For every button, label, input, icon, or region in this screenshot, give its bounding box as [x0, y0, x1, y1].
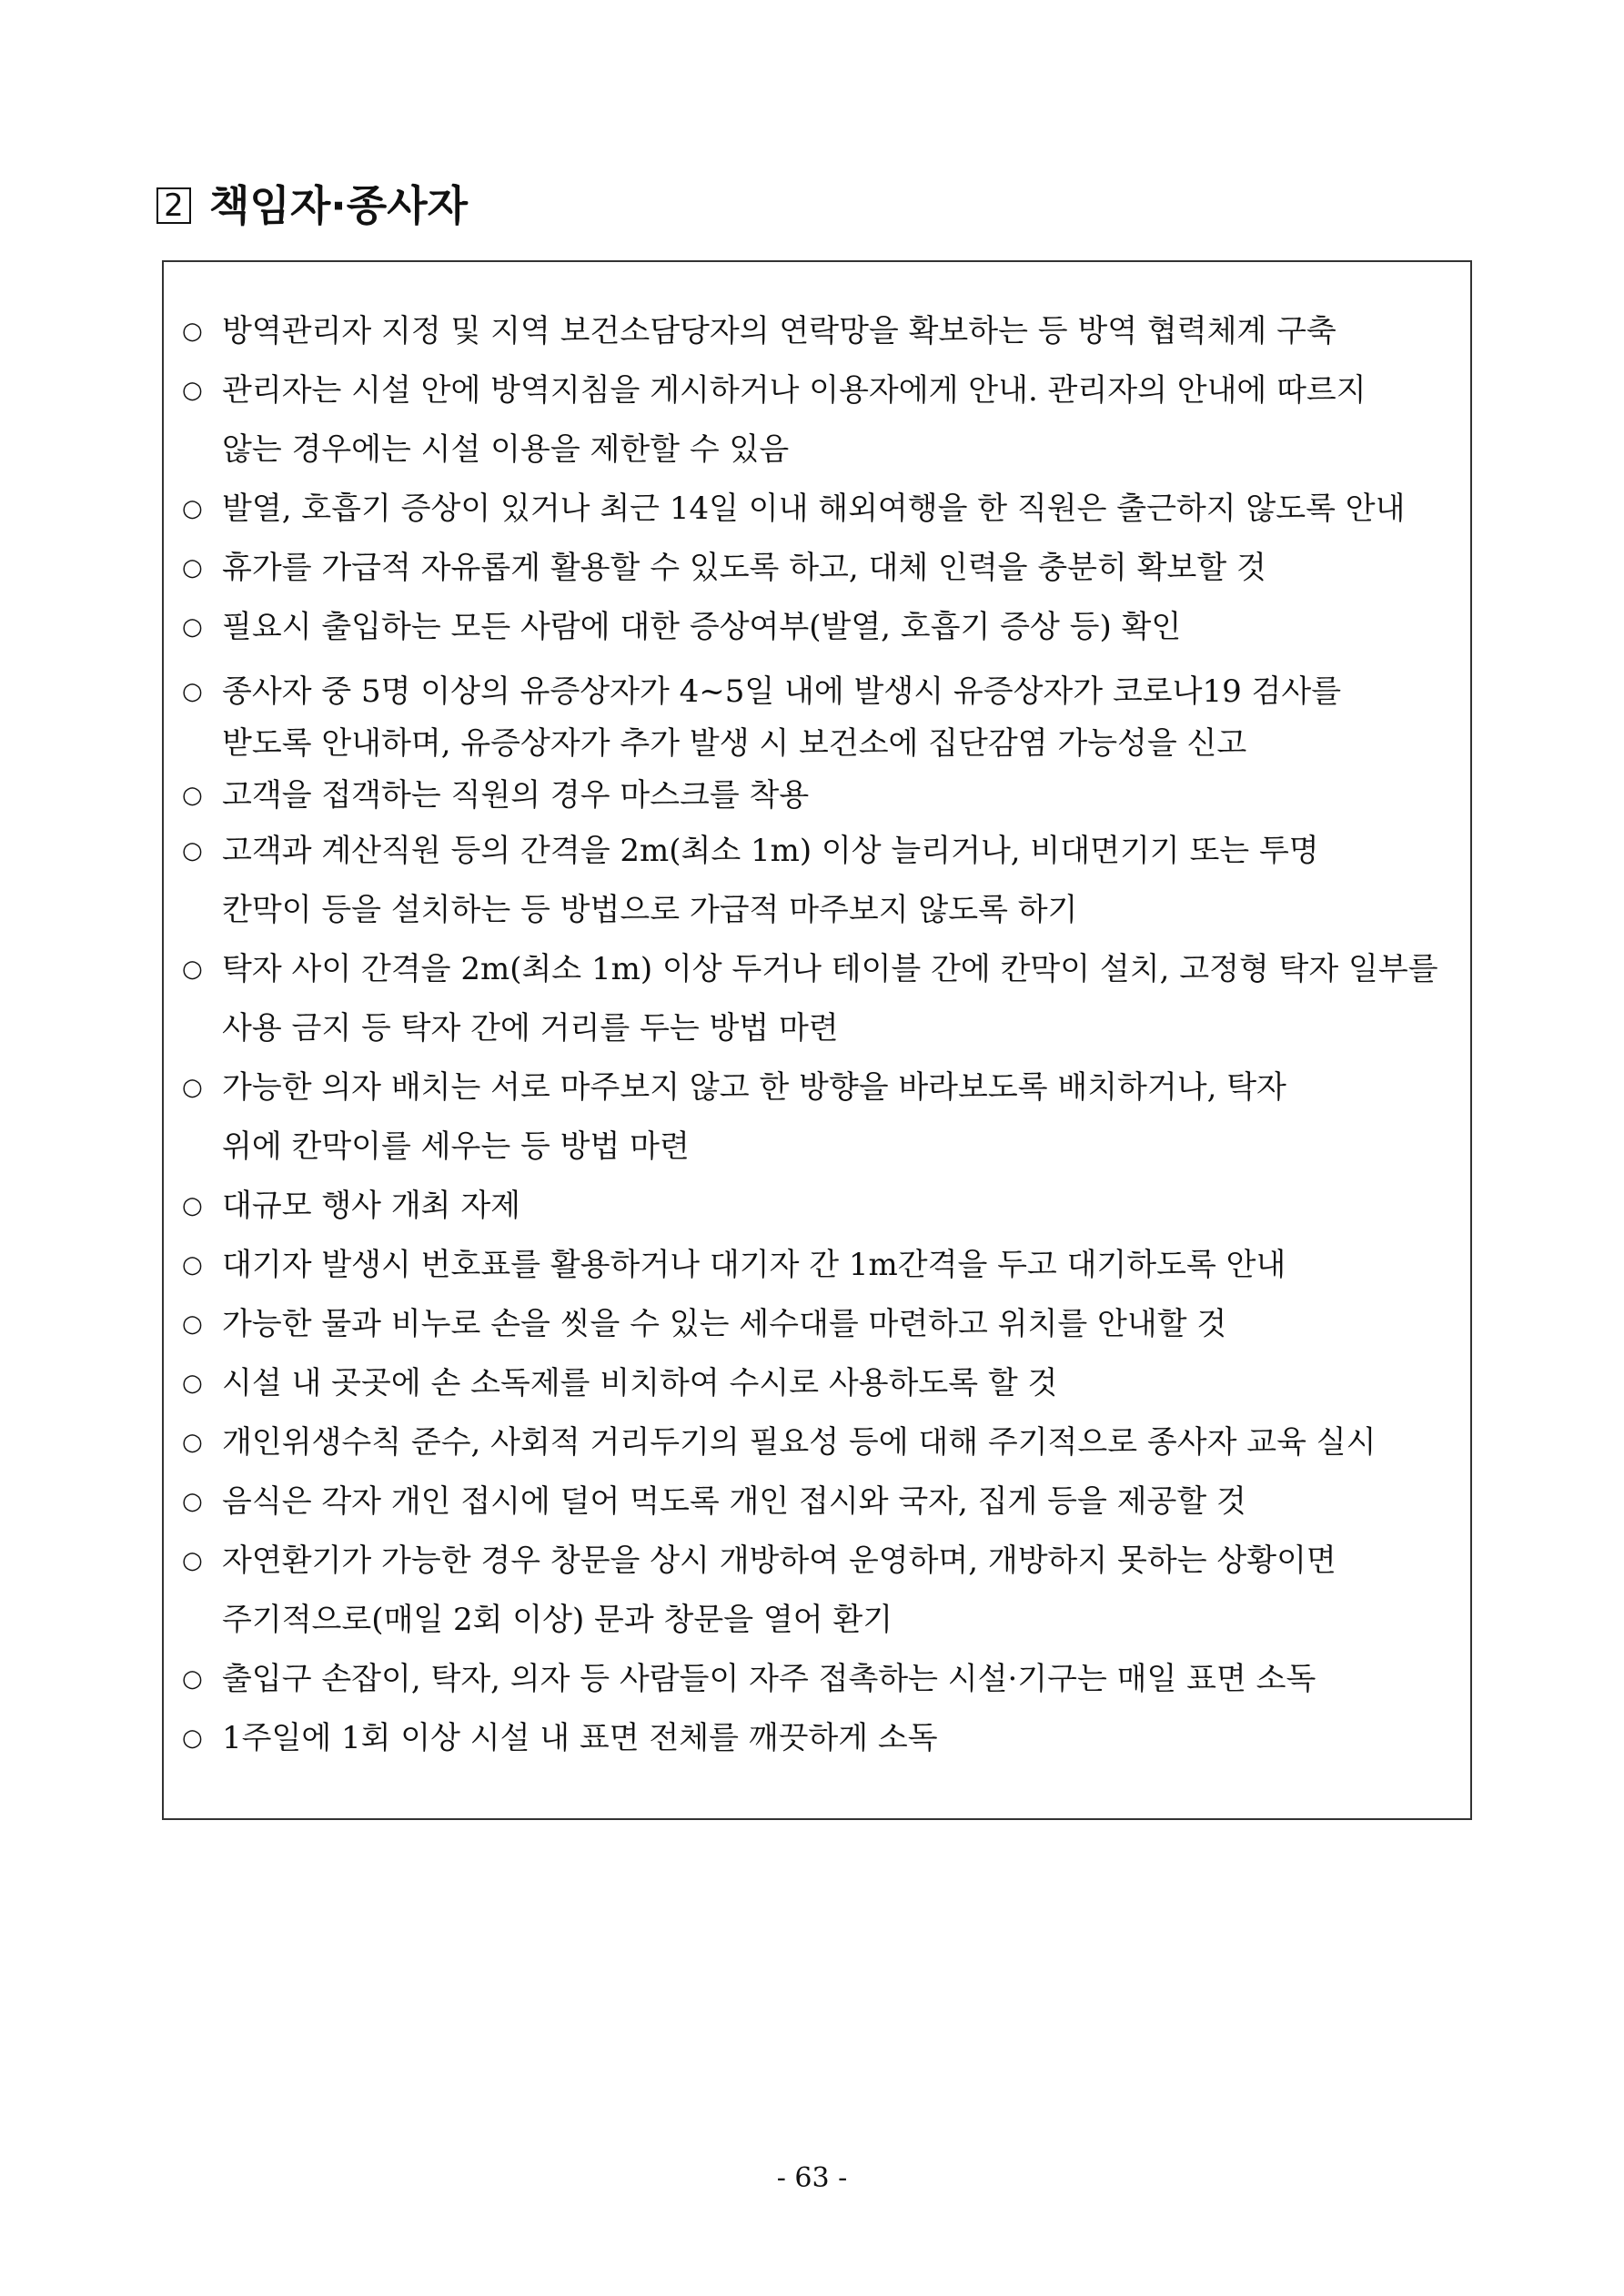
bullet-circle-icon: ○ [182, 1488, 203, 1515]
list-item [164, 1058, 1470, 1177]
list-item [164, 770, 1470, 822]
section-number-box: 2 [156, 187, 191, 224]
bullet-circle-icon: ○ [182, 782, 203, 809]
list-item-line: 출입구 손잡이, 탁자, 의자 등 사람들이 자주 접촉하는 시설·기구는 매일 표면 소독 [222, 1661, 1316, 1697]
list-item-line: 고객을 접객하는 직원의 경우 마스크를 착용 [222, 777, 810, 814]
list-item [164, 1709, 1470, 1768]
list-item [164, 361, 1470, 480]
list-item-line: 시설 내 곳곳에 손 소독제를 비치하여 수시로 사용하도록 할 것 [222, 1365, 1058, 1401]
page-number: - 63 - [776, 2162, 848, 2194]
list-item [164, 940, 1470, 1058]
list-item-line: 않는 경우에는 시설 이용을 제한할 수 있음 [222, 431, 790, 468]
list-item-line: 위에 칸막이를 세우는 등 방법 마련 [222, 1128, 690, 1165]
list-item [164, 1177, 1470, 1236]
list-item [164, 539, 1470, 598]
list-item [164, 666, 1470, 770]
list-item [164, 1650, 1470, 1709]
list-item-line: 필요시 출입하는 모든 사람에 대한 증상여부(발열, 호흡기 증상 등) 확인 [222, 609, 1182, 645]
bullet-circle-icon: ○ [182, 837, 203, 865]
list-item-line: 자연환기가 가능한 경우 창문을 상시 개방하여 운영하며, 개방하지 못하는 상황이면 [222, 1542, 1337, 1579]
bullet-circle-icon: ○ [182, 678, 203, 705]
list-item-line: 개인위생수칙 준수, 사회적 거리두기의 필요성 등에 대해 주기적으로 종사자 교육 실시 [222, 1424, 1377, 1461]
list-item-line: 사용 금지 등 탁자 간에 거리를 두는 방법 마련 [222, 1010, 839, 1047]
list-item [164, 598, 1470, 657]
list-item [164, 302, 1470, 361]
list-item [164, 1413, 1470, 1472]
list-item-line: 탁자 사이 간격을 2m(최소 1m) 이상 두거나 테이블 간에 칸막이 설치, 고정형 탁자 일부를 [222, 951, 1438, 987]
bullet-circle-icon: ○ [182, 1370, 203, 1397]
list-item-line: 관리자는 시설 안에 방역지침을 게시하거나 이용자에게 안내. 관리자의 안내에 따르지 [222, 372, 1367, 409]
list-item-line: 휴가를 가급적 자유롭게 활용할 수 있도록 하고, 대체 인력을 충분히 확보할 것 [222, 550, 1266, 586]
bullet-circle-icon: ○ [182, 1547, 203, 1574]
list-item-line: 대기자 발생시 번호표를 활용하거나 대기자 간 1m간격을 두고 대기하도록 안내 [222, 1247, 1286, 1283]
list-item-line: 가능한 물과 비누로 손을 씻을 수 있는 세수대를 마련하고 위치를 안내할 것 [222, 1306, 1227, 1342]
list-item-line: 가능한 의자 배치는 서로 마주보지 않고 한 방향을 바라보도록 배치하거나, 탁자 [222, 1069, 1286, 1106]
section-heading [156, 181, 469, 230]
list-item-line: 발열, 호흡기 증상이 있거나 최근 14일 이내 해외여행을 한 직원은 출근하지 않도록 안내 [222, 491, 1406, 527]
guideline-box [162, 260, 1472, 1820]
list-item [164, 822, 1470, 940]
list-item [164, 480, 1470, 539]
list-item [164, 1472, 1470, 1532]
bullet-circle-icon: ○ [182, 613, 203, 641]
list-item-line: 1주일에 1회 이상 시설 내 표면 전체를 깨끗하게 소독 [222, 1720, 938, 1756]
list-item-line: 받도록 안내하며, 유증상자가 추가 발생 시 보건소에 집단감염 가능성을 신고 [222, 725, 1247, 762]
bullet-circle-icon: ○ [182, 1192, 203, 1219]
bullet-circle-icon: ○ [182, 956, 203, 983]
bullet-circle-icon: ○ [182, 1310, 203, 1338]
bullet-circle-icon: ○ [182, 1074, 203, 1101]
list-item-line: 대규모 행사 개최 자제 [222, 1188, 521, 1224]
list-item-line: 주기적으로(매일 2회 이상) 문과 창문을 열어 환기 [222, 1602, 893, 1638]
bullet-circle-icon: ○ [182, 495, 203, 522]
guideline-list [164, 302, 1470, 1768]
list-item-line: 음식은 각자 개인 접시에 덜어 먹도록 개인 접시와 국자, 집게 등을 제공할 것 [222, 1483, 1246, 1520]
list-item-line: 칸막이 등을 설치하는 등 방법으로 가급적 마주보지 않도록 하기 [222, 892, 1078, 928]
list-item-line: 방역관리자 지정 및 지역 보건소담당자의 연락망을 확보하는 등 방역 협력체계 구축 [222, 313, 1337, 349]
bullet-circle-icon: ○ [182, 554, 203, 582]
bullet-circle-icon: ○ [182, 1251, 203, 1279]
section-title: 책임자·종사자 [209, 181, 469, 230]
bullet-circle-icon: ○ [182, 1725, 203, 1752]
bullet-circle-icon: ○ [182, 318, 203, 345]
bullet-circle-icon: ○ [182, 377, 203, 404]
list-item-line: 종사자 중 5명 이상의 유증상자가 4~5일 내에 발생시 유증상자가 코로나19 검사를 [222, 673, 1342, 710]
list-item [164, 1532, 1470, 1650]
list-item [164, 1295, 1470, 1354]
list-item-line: 고객과 계산직원 등의 간격을 2m(최소 1m) 이상 늘리거나, 비대면기기 또는 투명 [222, 833, 1319, 869]
bullet-circle-icon: ○ [182, 1429, 203, 1456]
list-item [164, 1354, 1470, 1413]
list-item [164, 1236, 1470, 1295]
bullet-circle-icon: ○ [182, 1665, 203, 1693]
